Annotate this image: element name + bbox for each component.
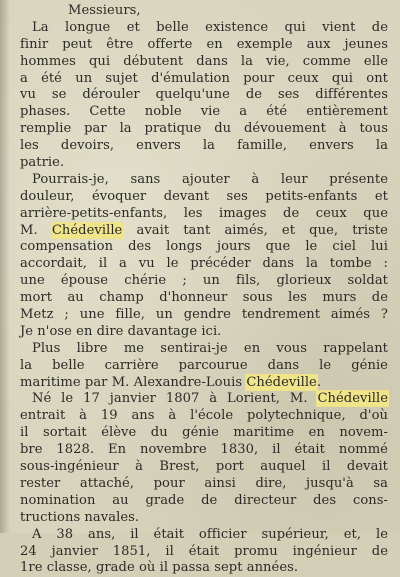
text-line: a été un sujet d'émulation pour ceux qui ont	[20, 70, 388, 86]
text-line: phases. Cette noble vie a été entièrement	[20, 104, 388, 120]
text-line: 1re classe, grade où il passa sept années.	[20, 560, 299, 576]
text-line: une épouse chérie ; un fils, glorieux soldat	[20, 273, 388, 289]
line-end: .	[316, 374, 322, 390]
text-line: A 38 ans, il était officier supérieur, et, le	[32, 526, 388, 542]
text-line: finir peut être offerte en exemple aux jeunes	[20, 36, 388, 52]
text-line: les devoirs, envers la famille, envers la	[20, 138, 388, 154]
highlighted-name: Chédeville	[246, 374, 317, 390]
text-line: La longue et belle existence qui vient de	[32, 19, 388, 35]
text-line: vu se dérouler quelqu'une de ses différentes	[20, 87, 388, 103]
text-line: remplie par la pratique du dévouement à tous	[20, 121, 388, 137]
text-line: entrait à 19 ans à l'école polytechnique, d'où	[20, 408, 388, 424]
text-line: Plus libre me sentirai-je en vous rappelant	[32, 340, 388, 356]
text-line: hommes qui débutent dans la vie, comme elle	[20, 53, 388, 69]
text-line: sous-ingénieur à Brest, port auquel il devait	[20, 459, 388, 475]
text-line: tructions navales.	[20, 509, 140, 525]
text-line: rester attaché, pour ainsi dire, jusqu'à sa	[20, 475, 388, 491]
text-line: mort au champ d'honneur sous les murs de	[20, 290, 388, 306]
text-line: il sortait élève du génie maritime en novem-	[20, 425, 388, 441]
highlighted-name: Chédeville	[317, 391, 388, 407]
text-line: Metz ; une fille, un gendre tendrement aimés ?	[20, 307, 388, 323]
text-line-with-name	[20, 391, 388, 408]
text-line-with-name	[20, 223, 388, 240]
name-prefix: M.	[20, 222, 38, 238]
text-line: douleur, évoquer devant ses petits-enfants et	[20, 188, 388, 204]
line-rest: avait tant aimés, et que, triste	[136, 222, 388, 238]
text-line: bre 1828. En novembre 1830, il était nommé	[20, 442, 388, 458]
salutation: Messieurs,	[68, 3, 141, 18]
text-line: compensation des longs jours que le ciel lui	[20, 239, 388, 255]
text-line: accordait, il a vu le précéder dans la tombe :	[20, 256, 388, 272]
text-line: nomination au grade de directeur des cons-	[20, 492, 388, 508]
text-line-with-name	[20, 375, 388, 392]
text-line: 24 janvier 1851, il était promu ingénieur de	[20, 543, 388, 559]
text-line: Pourrais-je, sans ajouter à leur présente	[32, 171, 388, 187]
highlighted-name: Chédeville	[51, 222, 123, 238]
text-line: Je n'ose en dire davantage ici.	[20, 323, 222, 339]
text-line: la belle carrière parcourue dans le génie	[20, 357, 388, 373]
line-start: maritime par M. Alexandre-Louis	[20, 374, 243, 390]
line-start: Né le 17 janvier 1807 à Lorient, M.	[32, 391, 308, 407]
text-line: arrière-petits-enfants, les images de ceux que	[20, 205, 388, 221]
text-line: patrie.	[20, 155, 65, 171]
